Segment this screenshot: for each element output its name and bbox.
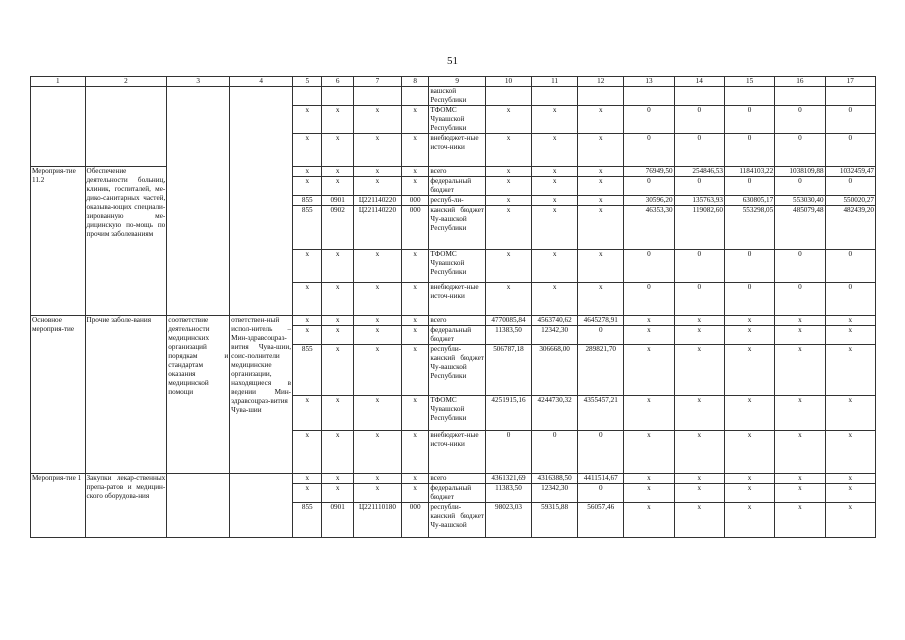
cell-c14: x (674, 474, 724, 484)
cell-c15: x (724, 316, 774, 326)
cell-c7: x (353, 134, 401, 167)
cell-c9: федеральный бюджет (429, 326, 486, 345)
cell-c13: x (624, 474, 674, 484)
cell-c14: 0 (674, 106, 724, 134)
cell-c15: x (724, 484, 774, 503)
cell-c12: x (578, 177, 624, 196)
cell-c15: 0 (724, 283, 774, 316)
cell-c11: x (532, 134, 578, 167)
cell-c5: x (293, 177, 322, 196)
cell-c9: всего (429, 474, 486, 484)
cell-c15: 0 (724, 106, 774, 134)
cell-c10: x (485, 283, 531, 316)
cell-c8: x (402, 250, 429, 283)
cell-c12: x (578, 134, 624, 167)
cell-c16: x (775, 316, 825, 326)
cell-c12: x (578, 196, 624, 206)
col-header: 10 (485, 77, 531, 87)
col-header: 16 (775, 77, 825, 87)
cell-c8: x (402, 106, 429, 134)
cell-c6: x (322, 316, 353, 326)
cell-c16: 0 (775, 106, 825, 134)
cell-c10: x (485, 206, 531, 250)
cell-c17: 482439,20 (825, 206, 875, 250)
cell-c15 (724, 87, 774, 106)
cell-c8: x (402, 431, 429, 474)
cell-c15: 553298,05 (724, 206, 774, 250)
cell-c10: 0 (485, 431, 531, 474)
cell-c12 (578, 87, 624, 106)
cell-c13: 0 (624, 134, 674, 167)
cell-c9: республи-канский бюджет Чу-вашской (429, 503, 486, 538)
cell-c17: x (825, 503, 875, 538)
cell-c7: x (353, 431, 401, 474)
cell-c8: 000 (402, 503, 429, 538)
cell-c7: x (353, 326, 401, 345)
cell-c16: x (775, 484, 825, 503)
cell-c8: x (402, 474, 429, 484)
table-row (31, 316, 876, 326)
cell-c1: Мероприя-тие 1 (31, 474, 86, 538)
cell-c12: x (578, 250, 624, 283)
cell-c14: x (674, 484, 724, 503)
cell-c16: x (775, 326, 825, 345)
cell-c17: x (825, 326, 875, 345)
cell-c16: 0 (775, 177, 825, 196)
cell-c15: x (724, 326, 774, 345)
cell-c7: Ц221140220 (353, 206, 401, 250)
cell-c11: x (532, 167, 578, 177)
cell-c17: 0 (825, 177, 875, 196)
cell-c8: 000 (402, 206, 429, 250)
cell-c10: x (485, 106, 531, 134)
cell-c5: 855 (293, 503, 322, 538)
cell-c5: 855 (293, 196, 322, 206)
cell-c14: x (674, 431, 724, 474)
cell-c9: внебюджет-ные источ-ники (429, 134, 486, 167)
cell-c16: 0 (775, 283, 825, 316)
cell-c15: 0 (724, 250, 774, 283)
cell-c12: 289821,70 (578, 345, 624, 396)
cell-c11: 0 (532, 431, 578, 474)
cell-c7: x (353, 316, 401, 326)
cell-c15: x (724, 474, 774, 484)
cell-c4: ответствен-ный испол-нитель – Мин-здравсоцраз-вития Чува-шии, соис-полнители медицинские организации, находящиеся в ведении Мин-здравсоцраз-вития Чува-шии (230, 316, 293, 474)
cell-c17: x (825, 484, 875, 503)
cell-c15: x (724, 503, 774, 538)
cell-c12: x (578, 283, 624, 316)
cell-c9: канский бюджет Чу-вашской Республики (429, 206, 486, 250)
cell-c11: x (532, 206, 578, 250)
cell-c11: x (532, 106, 578, 134)
cell-c8: x (402, 177, 429, 196)
cell-c7: x (353, 283, 401, 316)
cell-c6: x (322, 345, 353, 396)
cell-c6: x (322, 167, 353, 177)
cell-c17: x (825, 431, 875, 474)
cell-c2: Прочие заболе-вания (85, 316, 167, 474)
cell-c16: 485079,48 (775, 206, 825, 250)
cell-c8: x (402, 167, 429, 177)
cell-c5: x (293, 283, 322, 316)
cell-c6: 0901 (322, 503, 353, 538)
cell-c13: 0 (624, 106, 674, 134)
cell-c13: 76949,50 (624, 167, 674, 177)
cell-c9: внебюджет-ные источ-ники (429, 283, 486, 316)
cell-c10: 506787,18 (485, 345, 531, 396)
cell-c16: x (775, 474, 825, 484)
cell-c5: x (293, 474, 322, 484)
cell-c13: 46353,30 (624, 206, 674, 250)
cell-c11 (532, 87, 578, 106)
cell-c14: x (674, 396, 724, 431)
cell-c4 (230, 87, 293, 316)
cell-c7: Ц221110180 (353, 503, 401, 538)
cell-c15: 0 (724, 177, 774, 196)
cell-c6: x (322, 106, 353, 134)
cell-c2: Обеспечение деятельности больниц, клиник, госпиталей, ме-дико-санитарных частей, оказыва-ющих специали-зированную ме-дицинскую по-мощь по прочим заболеваниям (85, 167, 167, 316)
cell-c14: x (674, 345, 724, 396)
cell-c13: x (624, 316, 674, 326)
table-row (31, 167, 876, 177)
col-header: 14 (674, 77, 724, 87)
cell-c7: x (353, 345, 401, 396)
cell-c5: 855 (293, 345, 322, 396)
cell-c11: x (532, 250, 578, 283)
col-header: 7 (353, 77, 401, 87)
cell-c10: x (485, 167, 531, 177)
cell-c17: 0 (825, 134, 875, 167)
cell-c8: 000 (402, 196, 429, 206)
cell-c12: 4355457,21 (578, 396, 624, 431)
page-number: 51 (447, 55, 458, 67)
cell-c9: всего (429, 316, 486, 326)
cell-c1: Основное мероприя-тие (31, 316, 86, 474)
cell-c11: 4316388,50 (532, 474, 578, 484)
cell-c16: 553030,40 (775, 196, 825, 206)
cell-c15: 1184103,22 (724, 167, 774, 177)
cell-c6: x (322, 474, 353, 484)
cell-c6: x (322, 431, 353, 474)
cell-c9: ТФОМС Чувашской Республики (429, 106, 486, 134)
cell-c11: x (532, 196, 578, 206)
cell-c9: ТФОМС Чувашской Республики (429, 396, 486, 431)
cell-c14: 0 (674, 283, 724, 316)
cell-c12: 4411514,67 (578, 474, 624, 484)
cell-c14: x (674, 316, 724, 326)
cell-c13: x (624, 484, 674, 503)
cell-c11: 306668,00 (532, 345, 578, 396)
cell-c17: 550020,27 (825, 196, 875, 206)
cell-c14: 135763,93 (674, 196, 724, 206)
cell-c11: 4563740,62 (532, 316, 578, 326)
cell-c16: x (775, 431, 825, 474)
cell-c7: x (353, 484, 401, 503)
cell-c6: x (322, 134, 353, 167)
col-header: 6 (322, 77, 353, 87)
col-header: 1 (31, 77, 86, 87)
cell-c17: 0 (825, 250, 875, 283)
cell-c15: 630805,17 (724, 196, 774, 206)
cell-c8 (402, 87, 429, 106)
col-header: 2 (85, 77, 167, 87)
cell-c14: x (674, 503, 724, 538)
cell-c16: x (775, 396, 825, 431)
cell-c5: x (293, 250, 322, 283)
cell-c9: республи-канский бюджет Чу-вашской Республики (429, 345, 486, 396)
cell-c5: x (293, 134, 322, 167)
cell-c6: x (322, 283, 353, 316)
cell-c12: 56057,46 (578, 503, 624, 538)
cell-c17: x (825, 396, 875, 431)
cell-c15: 0 (724, 134, 774, 167)
cell-c14: 0 (674, 134, 724, 167)
cell-c9: всего (429, 167, 486, 177)
cell-c10: 4770085,84 (485, 316, 531, 326)
col-header: 12 (578, 77, 624, 87)
cell-c9: вашской Республики (429, 87, 486, 106)
cell-c8: x (402, 345, 429, 396)
cell-c5: 855 (293, 206, 322, 250)
col-header: 13 (624, 77, 674, 87)
cell-c10: x (485, 134, 531, 167)
cell-c13: 30596,20 (624, 196, 674, 206)
cell-c11: 59315,88 (532, 503, 578, 538)
cell-c12: x (578, 206, 624, 250)
cell-c13: 0 (624, 177, 674, 196)
cell-c16: x (775, 345, 825, 396)
cell-c17: 0 (825, 283, 875, 316)
cell-c9: федеральный бюджет (429, 177, 486, 196)
cell-c10 (485, 87, 531, 106)
cell-c6: x (322, 250, 353, 283)
cell-c14 (674, 87, 724, 106)
cell-c3: соответствие деятельности медицинских организаций порядкам и стандартам оказания медицинской помощи (167, 316, 230, 474)
cell-c8: x (402, 326, 429, 345)
cell-c16: 0 (775, 250, 825, 283)
cell-c12: 0 (578, 326, 624, 345)
cell-c16: 0 (775, 134, 825, 167)
cell-c14: 0 (674, 250, 724, 283)
cell-c4 (230, 474, 293, 538)
cell-c13: 0 (624, 283, 674, 316)
cell-c14: 0 (674, 177, 724, 196)
cell-c8: x (402, 484, 429, 503)
cell-c2: Закупки лекар-ственных препа-ратов и медицин-ского оборудова-ния (85, 474, 167, 538)
col-header: 17 (825, 77, 875, 87)
cell-c17 (825, 87, 875, 106)
cell-c10: 4361321,69 (485, 474, 531, 484)
cell-c15: x (724, 345, 774, 396)
cell-c10: 11383,50 (485, 326, 531, 345)
cell-c11: 12342,30 (532, 484, 578, 503)
cell-c7 (353, 87, 401, 106)
table-row (31, 87, 876, 106)
cell-c13: 0 (624, 250, 674, 283)
cell-c5: x (293, 106, 322, 134)
cell-c17: 1032459,47 (825, 167, 875, 177)
cell-c13: x (624, 345, 674, 396)
cell-c9: федеральный бюджет (429, 484, 486, 503)
cell-c8: x (402, 134, 429, 167)
cell-c10: 11383,50 (485, 484, 531, 503)
cell-c3 (167, 87, 230, 316)
cell-c5: x (293, 326, 322, 345)
col-header: 15 (724, 77, 774, 87)
cell-c5: x (293, 316, 322, 326)
col-header: 4 (230, 77, 293, 87)
cell-c6: 0902 (322, 206, 353, 250)
cell-c7: x (353, 250, 401, 283)
col-header: 8 (402, 77, 429, 87)
cell-c8: x (402, 283, 429, 316)
cell-c11: x (532, 177, 578, 196)
cell-c17: x (825, 316, 875, 326)
cell-c16 (775, 87, 825, 106)
cell-c10: x (485, 250, 531, 283)
cell-c10: x (485, 177, 531, 196)
cell-c13: x (624, 503, 674, 538)
cell-c10: 98023,03 (485, 503, 531, 538)
cell-c2 (85, 87, 167, 167)
cell-c12: x (578, 167, 624, 177)
cell-c13 (624, 87, 674, 106)
cell-c11: 4244730,32 (532, 396, 578, 431)
cell-c6 (322, 87, 353, 106)
cell-c16: 1038109,88 (775, 167, 825, 177)
header-row (31, 77, 876, 87)
budget-table (30, 76, 876, 538)
col-header: 5 (293, 77, 322, 87)
cell-c17: x (825, 474, 875, 484)
cell-c14: 254846,53 (674, 167, 724, 177)
cell-c11: x (532, 283, 578, 316)
cell-c6: x (322, 396, 353, 431)
cell-c13: x (624, 431, 674, 474)
cell-c14: x (674, 326, 724, 345)
cell-c9: внебюджет-ные источ-ники (429, 431, 486, 474)
cell-c12: x (578, 106, 624, 134)
cell-c6: x (322, 484, 353, 503)
cell-c9: ТФОМС Чувашской Республики (429, 250, 486, 283)
cell-c17: x (825, 345, 875, 396)
col-header: 3 (167, 77, 230, 87)
cell-c7: x (353, 106, 401, 134)
cell-c3 (167, 474, 230, 538)
cell-c10: x (485, 196, 531, 206)
cell-c6: x (322, 177, 353, 196)
cell-c15: x (724, 396, 774, 431)
cell-c1: Мероприя-тие 11.2 (31, 167, 86, 316)
col-header: 11 (532, 77, 578, 87)
cell-c5 (293, 87, 322, 106)
cell-c1 (31, 87, 86, 167)
col-header: 9 (429, 77, 486, 87)
cell-c6: x (322, 326, 353, 345)
cell-c9: респуб-ли- (429, 196, 486, 206)
cell-c8: x (402, 396, 429, 431)
cell-c14: 119082,60 (674, 206, 724, 250)
cell-c5: x (293, 167, 322, 177)
cell-c8: x (402, 316, 429, 326)
cell-c11: 12342,30 (532, 326, 578, 345)
cell-c12: 0 (578, 431, 624, 474)
cell-c7: Ц221140220 (353, 196, 401, 206)
cell-c17: 0 (825, 106, 875, 134)
cell-c10: 4251915,16 (485, 396, 531, 431)
cell-c15: x (724, 431, 774, 474)
cell-c6: 0901 (322, 196, 353, 206)
cell-c5: x (293, 396, 322, 431)
cell-c16: x (775, 503, 825, 538)
cell-c7: x (353, 396, 401, 431)
cell-c13: x (624, 326, 674, 345)
cell-c5: x (293, 484, 322, 503)
cell-c12: 0 (578, 484, 624, 503)
cell-c7: x (353, 177, 401, 196)
cell-c7: x (353, 167, 401, 177)
cell-c7: x (353, 474, 401, 484)
table-row (31, 474, 876, 484)
cell-c5: x (293, 431, 322, 474)
cell-c12: 4645278,91 (578, 316, 624, 326)
cell-c13: x (624, 396, 674, 431)
